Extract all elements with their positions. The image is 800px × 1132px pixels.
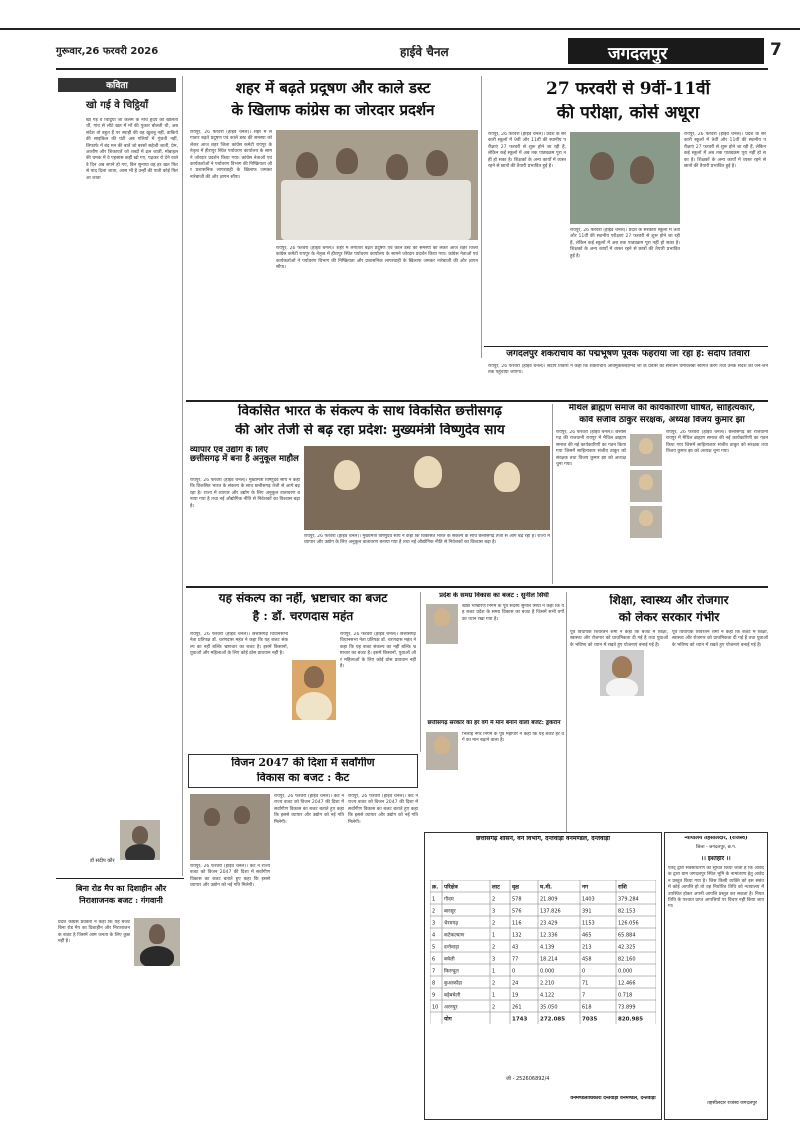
table-cell: 82.153 xyxy=(618,908,636,915)
table-cell: 1153 xyxy=(582,920,595,927)
table-cell: 3 xyxy=(492,956,496,963)
cm-body: रायपुर, 26 फरवरी (हाईवे चैनल)। मुख्यमंत्री विष्णुदेव साय ने कहा कि विकसित भारत के संकल्प के साथ छत्तीसगढ़ तेजी से आगे बढ़ रहा है। राज्य में व्यापार और उद्योग के लिए अनुकूल वातावरण बनाया गया है तथा नई औद्योगिक नीति से निवेशकों का विश्वास बढ़ा है। xyxy=(190,478,300,509)
paper-name: हाईवे चैनल xyxy=(400,45,449,59)
table-cell: 3 xyxy=(492,908,496,915)
divider xyxy=(484,346,768,347)
table-cell: 1 xyxy=(432,896,436,903)
table-cell: 23.429 xyxy=(540,920,558,927)
page-top-margin xyxy=(0,0,800,30)
page-number: 7 xyxy=(770,40,782,60)
pollution-body: रायपुर, 26 फरवरी (हाईवे चैनल)। शहर में लगातार बढ़ते प्रदूषण एवं काले डस्ट की समस्या को लेकर आज शहर जिला कांग्रेस कमेटी रायपुर के नेतृत्व में हीरापुर स्थित पर्यावरण कार्यालय के सामने जोरदार प्रदर्शन किया गया। कांग्रेस नेताओं एवं कार्यकर्ताओं ने पर्यावरण विभाग की निष्क्रियता और प्रशासनिक लापरवाही के खिलाफ जमकर नारेबाजी की और ज्ञापन सौंपा। xyxy=(190,130,272,180)
exam-body-cont: रायपुर, 26 फरवरी (हाईवे चैनल)। प्रदेश के सरकारी स्कूलों में 9वीं और 11वीं की स्थानीय परीक्षाएं 27 फरवरी से शुरू होने जा रही हैं, लेकिन कई स्कूलों में अब तक पाठ्यक्रम पूरा नहीं हो सका है। शिक्षकों के अन्य कार्यों में व्यस्त रहने से छात्रों की तैयारी प्रभावित हुई है। xyxy=(570,228,680,259)
table-cell: 578 xyxy=(512,896,522,903)
table-cell: 4.122 xyxy=(540,992,555,999)
table-cell: अरनपुर xyxy=(444,1004,458,1011)
pollution-body-cont: रायपुर, 26 फरवरी (हाईवे चैनल)। शहर में लगातार बढ़ते प्रदूषण एवं काले डस्ट की समस्या को लेकर आज शहर जिला कांग्रेस कमेटी रायपुर के नेतृत्व में हीरापुर स्थित पर्यावरण कार्यालय के सामने जोरदार प्रदर्शन किया गया। कांग्रेस नेताओं एवं कार्यकर्ताओं ने पर्यावरण विभाग की निष्क्रियता और प्रशासनिक लापरवाही के खिलाफ जमकर नारेबाजी की और ज्ञापन सौंपा। xyxy=(276,246,478,271)
table-header-cell: परिक्षेत्र xyxy=(444,884,458,891)
table-cell: 2 xyxy=(492,920,496,927)
table-cell: 4 xyxy=(432,932,436,939)
table-cell: 0 xyxy=(512,968,516,975)
table-cell: 5 xyxy=(432,944,436,951)
table-cell: 71 xyxy=(582,980,589,987)
exam-body-col3: रायपुर, 26 फरवरी (हाईवे चैनल)। प्रदेश के सरकारी स्कूलों में 9वीं और 11वीं की स्थानीय परीक्षाएं 27 फरवरी से शुरू होने जा रही हैं, लेकिन कई स्कूलों में अब तक पाठ्यक्रम पूरा नहीं हो सका है। शिक्षकों के अन्य कार्यों में व्यस्त रहने से छात्रों की तैयारी प्रभावित हुई है। xyxy=(684,132,766,170)
table-cell: 0.718 xyxy=(618,992,633,999)
table-cell: योग xyxy=(444,1016,452,1023)
vision-body-col3: रायपुर, 26 फरवरी (हाईवे चैनल)। कैट ने राज्य बजट को विजन 2047 की दिशा में सर्वांगीण विकास का बजट बताते हुए कहा कि इससे व्यापार और उद्योग को नई गति मिलेगी। xyxy=(348,794,418,825)
table-cell: 12.466 xyxy=(618,980,636,987)
table-cell: 820.985 xyxy=(618,1016,644,1023)
singhdeo-headline: प्रदेश के समग्र विकास का बजट : सुनील सिंघी xyxy=(439,592,549,599)
shiksha-headline-2: को लेकर सरकार गंभीर xyxy=(618,611,720,624)
budget-body-cont: रायपुर, 26 फरवरी (हाईवे चैनल)। छत्तीसगढ़ विधानसभा नेता प्रतिपक्ष डॉ. चरणदास महंत ने कहा कि यह बजट संकल्प का नहीं बल्कि भ्रष्टाचार का बजट है। इसमें किसानों, युवाओं और महिलाओं के लिए कोई ठोस प्रावधान नहीं है। xyxy=(340,632,416,670)
exam-photo xyxy=(570,132,680,224)
table-cell: 10 xyxy=(432,1004,439,1011)
maithil-body-cont: रायपुर, 26 फरवरी (हाईवे चैनल)। छत्तीसगढ़ की राजधानी रायपुर में मैथिल ब्राह्मण समाज की नई कार्यकारिणी का गठन किया गया जिसमें साहित्यकार संजीव ठाकुर को संरक्षक तथा विजय कुमार झा को अध्यक्ष चुना गया। xyxy=(666,430,768,455)
cm-headline-1: विकसित भारत के संकल्प के साथ विकसित छत्तीसगढ़ xyxy=(237,404,503,419)
maithil-body: रायपुर, 26 फरवरी (हाईवे चैनल)। छत्तीसगढ़ की राजधानी रायपुर में मैथिल ब्राह्मण समाज की नई कार्यकारिणी का गठन किया गया जिसमें साहित्यकार संजीव ठाकुर को संरक्षक तथा विजय कुमार झा को अध्यक्ष चुना गया। xyxy=(556,430,626,468)
cm-body-cont: रायपुर, 26 फरवरी (हाईवे चैनल)। मुख्यमंत्री विष्णुदेव साय ने कहा कि विकसित भारत के संकल्प के साथ छत्तीसगढ़ तेजी से आगे बढ़ रहा है। राज्य में व्यापार और उद्योग के लिए अनुकूल वातावरण बनाया गया है तथा नई औद्योगिक नीति से निवेशकों का विश्वास बढ़ा है। xyxy=(304,534,550,546)
tender-title: छत्तीसगढ़ शासन, वन विभाग, दन्तेवाड़ा वनमण्डल, दन्तेवाड़ा xyxy=(476,836,610,842)
table-cell: दन्तेवाड़ा xyxy=(444,944,460,951)
table-cell: 0 xyxy=(582,968,586,975)
table-cell: 4.139 xyxy=(540,944,555,951)
table-cell: 18.214 xyxy=(540,956,558,963)
column-divider xyxy=(420,592,421,752)
table-header-cell: वृक्ष xyxy=(512,884,520,891)
table-cell: 2.210 xyxy=(540,980,555,987)
rajesh-headline: छत्तीसगढ़ सरकार का हर वर्ग में मान बनाने वाला बजट: ड्रकरान xyxy=(427,720,561,726)
budget-headline-2: है : डॉ. चरणदास महंत xyxy=(252,610,354,623)
exam-headline-2: की परीक्षा, कोर्स अधूरा xyxy=(556,104,700,123)
person-photo xyxy=(630,470,662,502)
table-header-cell: राशि xyxy=(618,884,627,891)
notice-body: एतद् द्वारा सर्वसाधारण को सूचित किया जाता है कि आवेदक द्वारा ग्राम जगदलपुर स्थित भूमि के नामांतरण हेतु आवेदन प्रस्तुत किया गया है। जिस किसी व्यक्ति को इस संबंध में कोई आपत्ति हो तो वह निर्धारित तिथि को न्यायालय में उपस्थित होकर अपनी आपत्ति प्रस्तुत कर सकता है। नियत तिथि के पश्चात प्राप्त आपत्तियों पर विचार नहीं किया जाएगा। xyxy=(668,866,764,910)
person-photo xyxy=(630,506,662,538)
cm-subheadline: व्यापार एवं उद्योग के लिए छत्तीसगढ़ में बना है अनुकूल माहौल xyxy=(190,446,299,465)
table-cell: 1743 xyxy=(512,1016,528,1023)
table-cell: भैरमगढ़ xyxy=(444,920,459,927)
table-cell: 379.284 xyxy=(618,896,639,903)
divider xyxy=(186,586,768,588)
vision-photo xyxy=(190,794,270,860)
table-cell: 2 xyxy=(492,944,496,951)
gangwani-photo xyxy=(134,918,180,966)
table-cell: 126.056 xyxy=(618,920,639,927)
sandeep-headline: जगदलपुर शंकराचार्य को पद्मभूषण पूर्वक फहराया जा रहा है: संदीप तिवारी xyxy=(506,350,750,359)
table-cell: कटेकल्याण xyxy=(444,932,465,939)
table-cell: 3 xyxy=(432,920,436,927)
table-cell: 2 xyxy=(432,908,436,915)
pollution-headline-2: के खिलाफ कांग्रेस का जोरदार प्रदर्शन xyxy=(231,102,435,119)
notice-subtitle: जिला - जगदलपुर, छ.ग. xyxy=(695,845,737,850)
table-cell: बड़ेबचेली xyxy=(444,992,461,999)
pollution-headline-1: शहर में बढ़ते प्रदूषण और काले डस्ट xyxy=(235,80,431,97)
tender-signature: वनमण्डलाधिकारी दन्तेवाड़ा वनमण्डल, दन्तेवाड़ा xyxy=(570,1096,656,1101)
budget-headline-1: यह संकल्प का नहीं, भ्रष्टाचार का बजट xyxy=(218,592,388,605)
table-cell: 19 xyxy=(512,992,519,999)
table-cell: गीदम xyxy=(444,896,454,903)
budget-body: रायपुर, 26 फरवरी (हाईवे चैनल)। छत्तीसगढ़ विधानसभा नेता प्रतिपक्ष डॉ. चरणदास महंत ने कहा कि यह बजट संकल्प का नहीं बल्कि भ्रष्टाचार का बजट है। इसमें किसानों, युवाओं और महिलाओं के लिए कोई ठोस प्रावधान नहीं है। xyxy=(190,632,288,657)
maithil-headline-1: मैथिल ब्राह्मण समाज की कार्यकारिणी घोषित, साहित्यकार, xyxy=(568,404,756,413)
table-cell: 1 xyxy=(492,932,496,939)
notice-signature: तहसीलदार राजस्व जगदलपुर xyxy=(707,1101,757,1106)
sandeep-body: रायपुर, 26 फरवरी (हाईवे चैनल)। संदीप तिवारी ने कहा कि शंकराचार्य अविमुक्तेश्वरानंद जी के प्रवास का सनातन धर्मावलंबी स्वागत करेंगे तथा उनके संदेश को जन-जन तक पहुंचाया जाएगा। xyxy=(488,364,768,376)
tender-ref: जी - 252606892/4 xyxy=(506,1076,550,1082)
column-divider xyxy=(552,404,553,584)
gangwani-headline-1: बिना रोड मैप का दिशाहीन और xyxy=(75,884,167,893)
table-header-cell: नग xyxy=(582,884,589,891)
table-cell: 7035 xyxy=(582,1016,598,1023)
shiksha-headline-1: शिक्षा, स्वास्थ्य और रोजगार xyxy=(609,594,729,607)
tender-table xyxy=(430,880,656,1036)
person-photo xyxy=(630,434,662,466)
table-cell: 458 xyxy=(582,956,592,963)
exam-body: रायपुर, 26 फरवरी (हाईवे चैनल)। प्रदेश के सरकारी स्कूलों में 9वीं और 11वीं की स्थानीय परीक्षाएं 27 फरवरी से शुरू होने जा रही हैं, लेकिन कई स्कूलों में अब तक पाठ्यक्रम पूरा नहीं हो सका है। शिक्षकों के अन्य कार्यों में व्यस्त रहने से छात्रों की तैयारी प्रभावित हुई है। xyxy=(488,132,566,170)
shiksha-body: पूर्व विधायक शिवरतन शर्मा ने कहा कि बजट में शिक्षा, स्वास्थ्य और रोजगार को प्राथमिकता दी गई है तथा युवाओं के भविष्य को ध्यान में रखते हुए योजनाएं बनाई गई हैं। xyxy=(570,630,668,648)
section-label: कविता xyxy=(58,78,176,92)
table-cell: 272.085 xyxy=(540,1016,566,1023)
table-cell: 137.826 xyxy=(540,908,561,915)
cm-photo xyxy=(304,446,550,530)
table-cell: 465 xyxy=(582,932,592,939)
notice-heading: ।। इश्तहार ।। xyxy=(701,856,731,862)
shiksha-body-cont: पूर्व विधायक शिवरतन शर्मा ने कहा कि बजट में शिक्षा, स्वास्थ्य और रोजगार को प्राथमिकता दी गई है तथा युवाओं के भविष्य को ध्यान में रखते हुए योजनाएं बनाई गई हैं। xyxy=(672,630,768,648)
shiksha-photo xyxy=(600,650,644,696)
table-cell: बचेली xyxy=(444,956,455,963)
poet-name: डॉ संदीप कौर xyxy=(90,858,115,864)
protest-photo xyxy=(276,130,478,240)
singhdeo-photo xyxy=(426,604,458,644)
vision-body-col2: रायपुर, 26 फरवरी (हाईवे चैनल)। कैट ने राज्य बजट को विजन 2047 की दिशा में सर्वांगीण विकास का बजट बताते हुए कहा कि इससे व्यापार और उद्योग को नई गति मिलेगी। xyxy=(274,794,344,825)
table-cell: 9 xyxy=(432,992,436,999)
table-header-cell: क्र. xyxy=(432,884,439,891)
table-cell: 12.336 xyxy=(540,932,558,939)
poem-body: खो गई वे चिट्ठियाँ जो कलम के नीचे हृदय को खोलती थीं, गांव से लौटे खत में माँ की पुकार बोलती थी, अब संदेश तो बहुत हैं पर स्याही की वह खुशबू नहीं, डाकिये की साइकिल की घंटी अब गलियों में गूंजती नहीं, लिफाफे में बंद मन की बातें जो बरसों सहेजी जातीं, प्रेम, आशीष और शिकायतें जो शब्दों में ढल जातीं, मोबाइल की चमक में वे एहसास कहीं खो गए, पढ़कर रो देने वाले वे दिन अब सपने हो गए, बिन सुनाया वह हर खत फिर से याद दिला जाता, आस भी है उन्हीं की पाती कोई फिर आ जाता xyxy=(86,118,178,181)
table-cell: 35.050 xyxy=(540,1004,558,1011)
vision-headline-1: विजन 2047 की दिशा में सर्वांगीण xyxy=(231,757,375,769)
table-cell: 618 xyxy=(582,1004,592,1011)
table-cell: 2 xyxy=(492,896,496,903)
table-cell: 0.000 xyxy=(618,968,633,975)
table-cell: 73.899 xyxy=(618,1004,636,1011)
table-cell: 42.325 xyxy=(618,944,636,951)
table-cell: 576 xyxy=(512,908,522,915)
table-cell: 0.000 xyxy=(540,968,555,975)
column-divider xyxy=(566,592,567,832)
gangwani-body: प्रदेश कांग्रेस प्रवक्ता ने कहा कि यह बजट बिना रोड मैप का दिशाहीन और निराशाजनक बजट है जिसमें आम जनता के लिए कुछ नहीं है। xyxy=(58,920,130,945)
table-cell: 21.809 xyxy=(540,896,558,903)
table-cell: 1 xyxy=(492,992,496,999)
column-divider xyxy=(481,76,482,358)
table-cell: कुआकोंडा xyxy=(444,980,463,987)
vision-headline-2: विकास का बजट : कैट xyxy=(256,772,350,784)
edition-city: जगदलपुर xyxy=(568,38,764,64)
gangwani-headline-2: निराशाजनक बजट : गंगवानी xyxy=(79,896,163,905)
table-cell: 7 xyxy=(432,968,436,975)
table-cell: 116 xyxy=(512,920,522,927)
table-cell: 391 xyxy=(582,908,592,915)
exam-headline-1: 27 फरवरी से 9वीं-11वीं xyxy=(545,80,711,99)
table-header-cell: लाट xyxy=(492,884,500,891)
notice-title: न्यायालय तहसीलदार, (राजस्व) xyxy=(684,836,748,841)
rajesh-photo xyxy=(426,732,458,770)
singhdeo-body: खाद्य भण्डारण निगम के पूर्व सदस्य सुनील सिंघी ने कहा कि यह बजट प्रदेश के समग्र विकास का बजट है जिसमें सभी वर्गों का ध्यान रखा गया है। xyxy=(462,604,564,622)
table-header-cell: घ.मी. xyxy=(540,884,553,891)
cm-headline-2: की ओर तेजी से बढ़ रहा प्रदेश: मुख्यमंत्री विष्णुदेव साय xyxy=(235,423,505,438)
table-cell: 1403 xyxy=(582,896,595,903)
table-cell: बारसूर xyxy=(444,908,456,915)
issue-date: गुरूवार,26 फरवरी 2026 xyxy=(56,46,159,57)
table-cell: 8 xyxy=(432,980,436,987)
rajesh-body: भिलाई नगर निगम के पूर्व महापौर ने कहा कि यह बजट हर वर्ग का मान बढ़ाने वाला है। xyxy=(462,732,564,744)
divider xyxy=(56,878,184,879)
table-cell: 2 xyxy=(492,1004,496,1011)
mahant-photo xyxy=(292,660,336,720)
poem-title: खो गई वे चिट्ठियाँ xyxy=(85,100,149,111)
table-cell: 132 xyxy=(512,932,522,939)
table-cell: 213 xyxy=(582,944,592,951)
table-cell: 43 xyxy=(512,944,519,951)
table-cell: 261 xyxy=(512,1004,522,1011)
table-cell: 6 xyxy=(432,956,436,963)
table-cell: 24 xyxy=(512,980,519,987)
table-cell: 65.884 xyxy=(618,932,636,939)
tender-grid xyxy=(430,880,656,1036)
vision-body: रायपुर, 26 फरवरी (हाईवे चैनल)। कैट ने राज्य बजट को विजन 2047 की दिशा में सर्वांगीण विकास का बजट बताते हुए कहा कि इससे व्यापार और उद्योग को नई गति मिलेगी। xyxy=(190,864,270,889)
table-cell: 2 xyxy=(492,980,496,987)
maithil-headline-2: कवि संजीव ठाकुर संरक्षक, अध्यक्ष विजय कुमार झा xyxy=(579,416,745,425)
table-cell: 7 xyxy=(582,992,586,999)
table-cell: किरन्दुल xyxy=(444,968,459,975)
table-cell: 1 xyxy=(492,968,496,975)
table-cell: 77 xyxy=(512,956,519,963)
poet-photo xyxy=(120,820,160,860)
column-divider xyxy=(182,76,183,876)
table-cell: 82.160 xyxy=(618,956,636,963)
divider xyxy=(186,400,768,402)
header-rule xyxy=(56,68,768,70)
